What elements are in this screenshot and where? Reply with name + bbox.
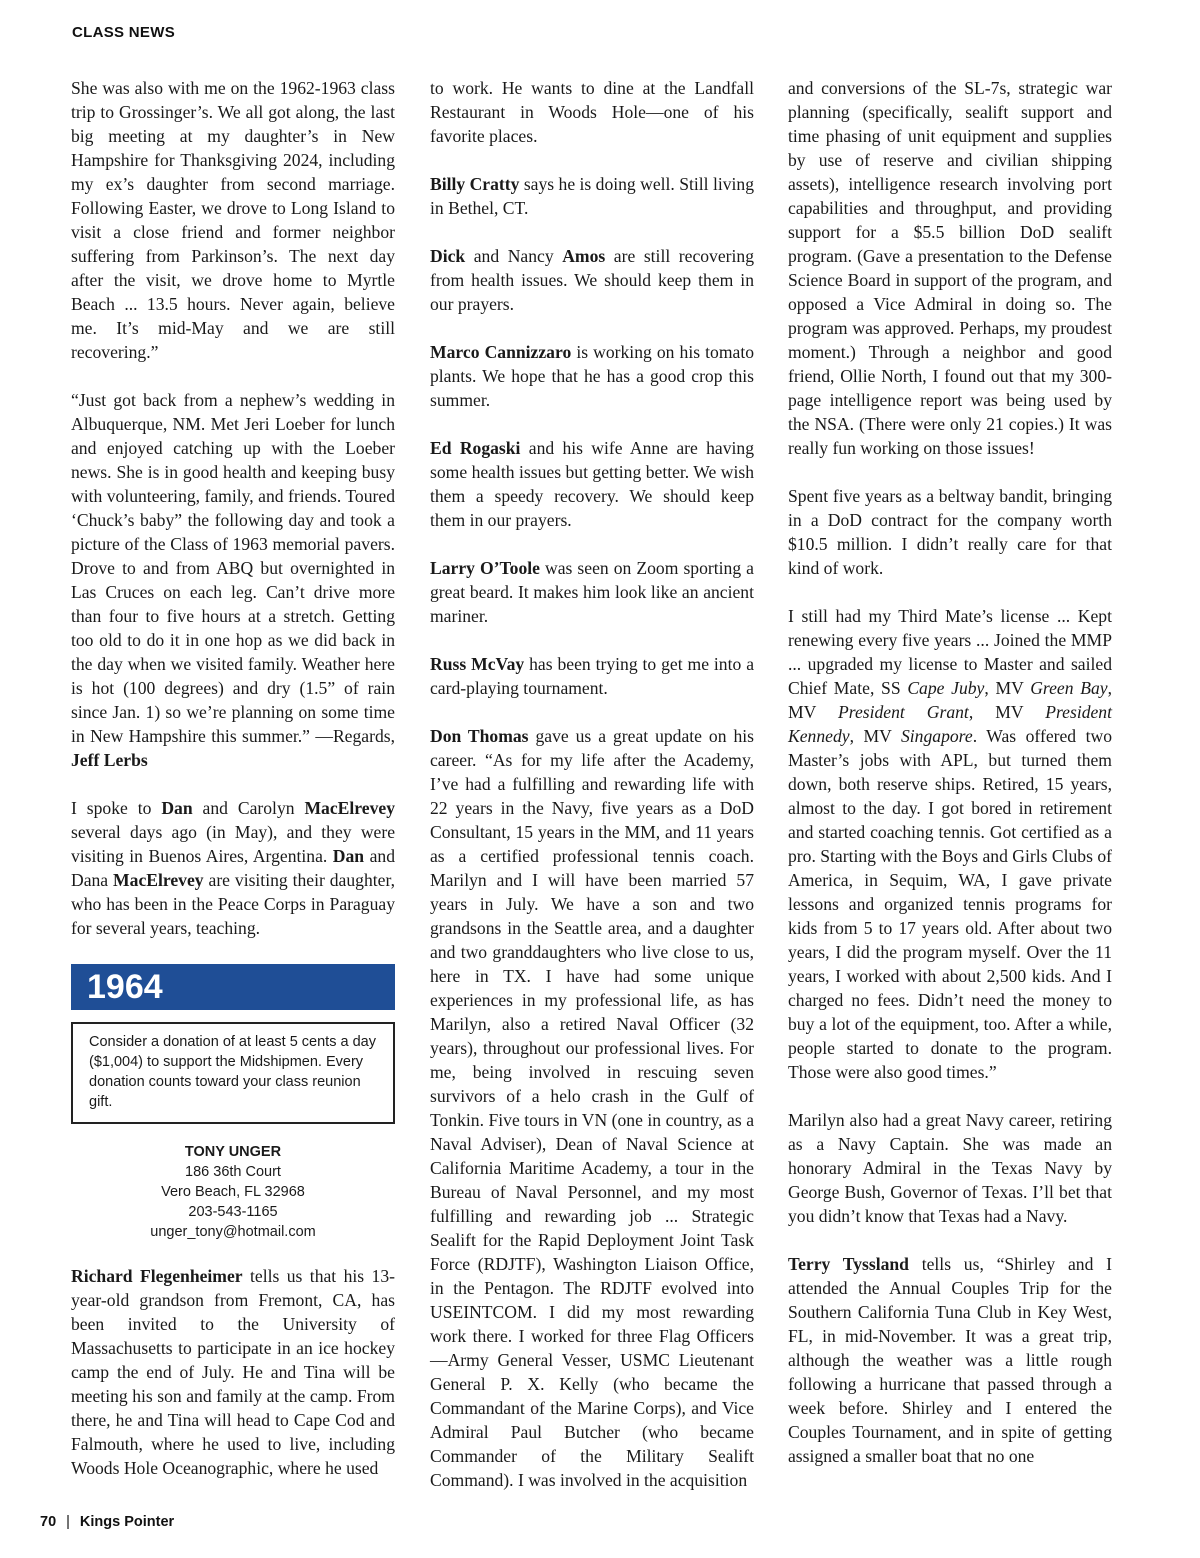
text: and his wife Anne are having some health issues but getting better. We wish them a speedy recovery. We should keep them in our prayers. bbox=[430, 438, 754, 530]
text: , MV bbox=[849, 726, 901, 746]
paragraph bbox=[71, 796, 395, 940]
text: tells us that his 13-year-old grandson from Fremont, CA, has been invited to the University of Massachusetts to participate in an ice hockey camp the end of July. He and Tina will be meeting his son and family at the camp. From there, he and Tina will head to Cape Cod and Falmouth, where he used to live, including Woods Hole Oceanographic, where he used bbox=[71, 1266, 395, 1478]
page-footer bbox=[40, 1514, 174, 1530]
person-name: MacElrevey bbox=[113, 870, 204, 890]
ship-name: President Kennedy bbox=[788, 702, 1112, 746]
paragraph bbox=[788, 484, 1112, 580]
text: tells us, “Shirley and I attended the Annual Couples Trip for the Southern California Tuna Club in Key West, FL, in mid-November. It was a great trip, although the weather was a little rough following a hurricane that passed through a week before. Shirley and I entered the Couples Tournament, and in spite of getting assigned a smaller boat that no one bbox=[788, 1254, 1113, 1466]
text: and Dana bbox=[71, 846, 395, 890]
text: “Just got back from a nephew’s wedding in Albuquerque, NM. Met Jeri Loeber for lunch and enjoyed catching up with the Loeber news. She is in good health and keeping busy with volunteering, family, and friends. Toured ‘Chuck’s baby” the following day and took a picture of the Class of 1963 memorial pavers. Drove to and from ABQ but overnighted in Las Cruces on each leg. Can’t drive more than four to five hours at a stretch. Getting too old to do it in one hop as we did back in the day when we visited family. Weather here is hot (100 degrees) and dry (1.5” of rain since Jan. 1) so we’re planning on some time in New Hampshire this summer.” —Regards, bbox=[71, 390, 395, 746]
text: is working on his tomato plants. We hope that he has a good crop this summer. bbox=[430, 342, 755, 410]
text: several days ago (in May), and they were visiting in Buenos Aires, Argentina. bbox=[71, 822, 395, 866]
column-2 bbox=[430, 76, 754, 1492]
text: She was also with me on the 1962-1963 class trip to Grossinger’s. We all got along, the last big meeting at my daughter’s in New Hampshire for Thanksgiving 2024, including my ex’s daughter from second marriage. Following Easter, we drove to Long Island to visit a close friend and former neighbor suffering from Parkinson’s. The next day after the visit, we drove home to Myrtle Beach ... 13.5 hours. Never again, believe me. It’s mid-May and we are still recovering.” bbox=[71, 78, 395, 362]
person-name: Marco Cannizzaro bbox=[430, 342, 572, 362]
class-secretary-contact bbox=[71, 1142, 395, 1242]
contact-name: TONY UNGER bbox=[184, 1144, 282, 1160]
person-name: Jeff Lerbs bbox=[71, 750, 148, 770]
contact-email: unger_tony@hotmail.com bbox=[150, 1224, 316, 1240]
ship-name: Green Bay bbox=[1030, 678, 1108, 698]
page-number: 70 bbox=[40, 1514, 57, 1530]
paragraph bbox=[430, 340, 754, 412]
class-year-banner: 1964 bbox=[71, 964, 395, 1010]
person-name: Larry O’Toole bbox=[430, 558, 540, 578]
ship-name: Singapore bbox=[901, 726, 973, 746]
contact-address-line1: 186 36th Court bbox=[185, 1164, 281, 1180]
paragraph bbox=[430, 556, 754, 628]
text: Marilyn also had a great Navy career, retiring as a Navy Captain. She was made an honorary Admiral in the Texas Navy by George Bush, Governor of Texas. I’ll bet that you didn’t know that Texas had a Navy. bbox=[788, 1110, 1112, 1226]
text: says he is doing well. Still living in Bethel, CT. bbox=[430, 174, 755, 218]
contact-address-line2: Vero Beach, FL 32968 bbox=[161, 1184, 305, 1200]
paragraph bbox=[788, 1108, 1112, 1228]
text: gave us a great update on his career. “As for my life after the Academy, I’ve had a fulfilling and rewarding life with 22 years in the Navy, five years as a DoD Consultant, 15 years in the MM, and 11 years as a certified professional tennis coach. Marilyn and I will have been married 57 years in July. We have a son and two grandsons in the Seattle area, and a daughter and two granddaughters who live close to us, here in TX. I have had some unique experiences in my professional life, as has Marilyn, also a retired Naval Officer (32 years), throughout our professional lives. For me, being involved in rescuing seven survivors of a helo crash in the Gulf of Tonkin. Five tours in VN (one in country, as a Naval Adviser), Dean of Naval Science at California Maritime Academy, a tour in the Bureau of Naval Personnel, and my most fulfilling and rewarding job ... Strategic Sealift for the Rapid Deployment Joint Task Force (RDJTF), Washington Liaison Office, in the Pentagon. The RDJTF evolved into USEINTCOM. I did my most rewarding work there. I worked for three Flag Officers—Army General Vesser, USMC Lieutenant General P. X. Kelly (who became the Commandant of the Marine Corps), and Vice Admiral Paul Butcher (who became Commander of the Military Sealift Command). I was involved in the acquisition bbox=[430, 726, 754, 1490]
person-name: Amos bbox=[562, 246, 606, 266]
text: and Nancy bbox=[465, 246, 563, 266]
text: , MV bbox=[968, 702, 1046, 722]
person-name: MacElrevey bbox=[304, 798, 395, 818]
paragraph bbox=[71, 76, 395, 364]
paragraph bbox=[71, 388, 395, 772]
column-1 bbox=[71, 76, 395, 1480]
person-name: Richard Flegenheimer bbox=[71, 1266, 243, 1286]
text: and Carolyn bbox=[192, 798, 305, 818]
contact-phone: 203-543-1165 bbox=[188, 1204, 278, 1220]
person-name: Don Thomas bbox=[430, 726, 529, 746]
text: Spent five years as a beltway bandit, bringing in a DoD contract for the company worth $10.5 million. I didn’t really care for that kind of work. bbox=[788, 486, 1112, 578]
person-name: Billy Cratty bbox=[430, 174, 520, 194]
person-name: Dan bbox=[332, 846, 365, 866]
text: , MV bbox=[788, 678, 1112, 722]
ship-name: Cape Juby bbox=[907, 678, 985, 698]
text: are visiting their daughter, who has been in the Peace Corps in Paraguay for several years, teaching. bbox=[71, 870, 395, 938]
paragraph bbox=[71, 1264, 395, 1480]
donation-box: Consider a donation of at least 5 cents a day ($1,004) to support the Midshipmen. Every donation counts toward your class reunion gift. bbox=[71, 1022, 395, 1124]
paragraph bbox=[430, 172, 754, 220]
ship-name: President Grant bbox=[838, 702, 969, 722]
publication-name: Kings Pointer bbox=[79, 1514, 175, 1530]
text: to work. He wants to dine at the Landfall Restaurant in Woods Hole—one of his favorite places. bbox=[430, 78, 754, 146]
text: . Was offered two Master’s jobs with APL, but turned them down, both reserve ships. Retired, 15 years, almost to the day. I got bored in retirement and started coaching tennis. Got certified as a pro. Starting with the Boys and Girls Clubs of America, in Sequim, WA, I gave private lessons and organized tennis programs for kids from 5 to 17 years old. After about two years, I did the program myself. Over the 11 years, I worked with about 2,500 kids. And I charged no fees. Didn’t need the money to buy a lot of the equipment, too. After a while, people started to donate to the program. Those were also good times.” bbox=[788, 726, 1113, 1082]
person-name: Russ McVay bbox=[430, 654, 525, 674]
text: and conversions of the SL-7s, strategic war planning (specifically, sealift support and time phasing of unit equipment and supplies by use of reserve and civilian shipping assets), intelligence research involving port capabilities and throughput, and providing support for a $5.5 billion DoD sealift program. (Gave a presentation to the Defense Science Board in support of the program, and opposed a Vice Admiral in doing so. The program was approved. Perhaps, my proudest moment.) Through a neighbor and good friend, Ollie North, I found out that my 300-page intelligence report was being used by the NSA. (There were only 21 copies.) It was really fun working on those issues! bbox=[788, 78, 1112, 458]
person-name: Dan bbox=[161, 798, 193, 818]
paragraph bbox=[430, 76, 754, 148]
paragraph bbox=[430, 652, 754, 700]
text: I spoke to bbox=[71, 798, 162, 818]
footer-separator: | bbox=[66, 1514, 70, 1530]
person-name: Ed Rogaski bbox=[430, 438, 521, 458]
text: has been trying to get me into a card-playing tournament. bbox=[430, 654, 755, 698]
paragraph bbox=[430, 244, 754, 316]
column-3 bbox=[788, 76, 1112, 1468]
text: was seen on Zoom sporting a great beard. It makes him look like an ancient mariner. bbox=[430, 558, 754, 626]
paragraph bbox=[430, 724, 754, 1492]
paragraph bbox=[788, 604, 1112, 1084]
paragraph bbox=[430, 436, 754, 532]
text: I still had my Third Mate’s license ... Kept renewing every five years ... Joined the MMP ... upgraded my license to Master and sailed Chief Mate, SS bbox=[788, 606, 1112, 698]
text: , MV bbox=[984, 678, 1031, 698]
text: are still recovering from health issues. We should keep them in our prayers. bbox=[430, 246, 755, 314]
paragraph bbox=[788, 1252, 1112, 1468]
person-name: Terry Tyssland bbox=[788, 1254, 909, 1274]
paragraph bbox=[788, 76, 1112, 460]
person-name: Dick bbox=[430, 246, 466, 266]
section-header: CLASS NEWS bbox=[72, 24, 176, 41]
